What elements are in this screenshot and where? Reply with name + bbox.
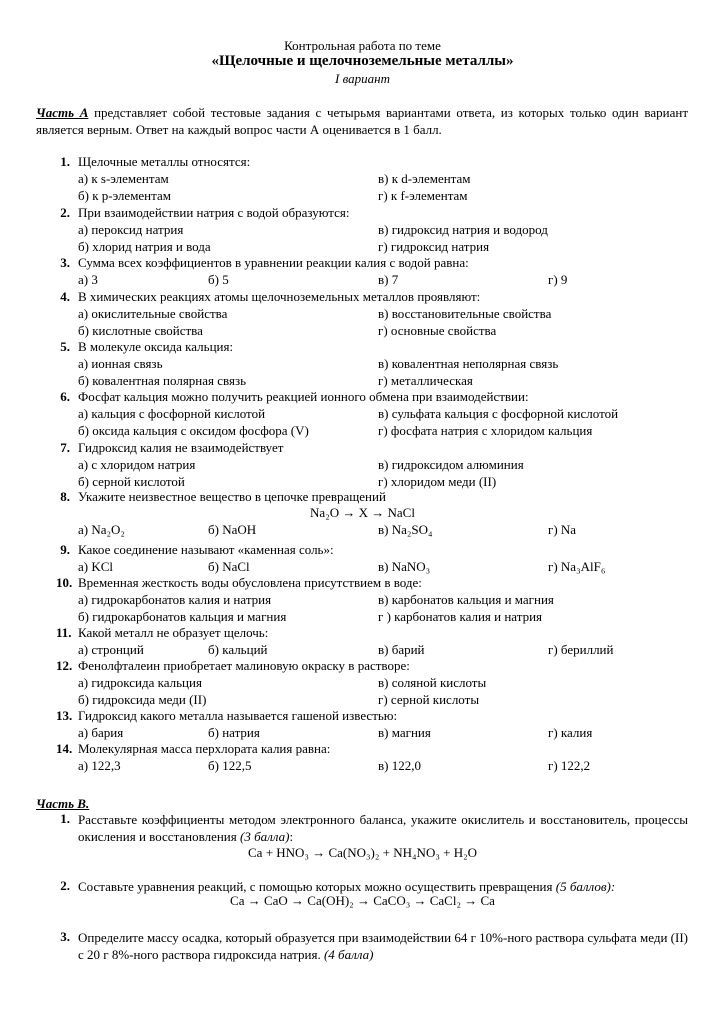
- answer-option: а) ионная связь: [78, 356, 163, 371]
- question-number: 12.: [56, 658, 73, 673]
- task-body: Определите массу осадка, который образуется при взаимодействии 64 г 10%-ного раствора сульфата меди (II) с 20 г 8%-ного раствора гидроксида натрия.: [78, 930, 688, 962]
- task-points: (4 балла): [323, 947, 374, 962]
- answer-option: г) основные свойства: [378, 323, 497, 338]
- answer-option: г) 122,2: [548, 758, 591, 773]
- task-number: 3.: [60, 929, 70, 944]
- task-body: Составьте уравнения реакций, с помощью которых можно осуществить превращения: [78, 879, 556, 894]
- question-text: Гидроксид какого металла называется гашеной известью:: [78, 708, 398, 723]
- question-text: Фосфат кальция можно получить реакцией ионного обмена при взаимодействии:: [78, 389, 529, 404]
- part-a-text: представляет собой тестовые задания с четырьмя вариантами ответа, из которых только один вариант является верным. Ответ на каждый вопрос части А оценивается в 1 балл.: [36, 105, 689, 137]
- answer-option: а) 3: [78, 272, 98, 287]
- question-text: Гидроксид калия не взаимодействует: [78, 440, 284, 455]
- answer-option: в) барий: [378, 642, 425, 657]
- answer-option: б) гидроксида меди (II): [78, 692, 207, 707]
- answer-option: а) кальция с фосфорной кислотой: [78, 406, 266, 421]
- answer-option: в) ковалентная неполярная связь: [378, 356, 559, 371]
- answer-option: а) KCl: [78, 559, 114, 574]
- answer-option: г ) карбонатов калия и натрия: [378, 609, 543, 624]
- answer-option: в) сульфата кальция с фосфорной кислотой: [378, 406, 619, 421]
- question-number: 7.: [60, 440, 70, 455]
- answer-option: в) гидроксидом алюминия: [378, 457, 524, 472]
- question-number: 10.: [56, 575, 73, 590]
- part-a-label: Часть А: [36, 105, 89, 120]
- question-number: 3.: [60, 255, 70, 270]
- question-number: 9.: [60, 542, 70, 557]
- answer-option: в) гидроксид натрия и водород: [378, 222, 548, 237]
- worksheet-subtitle: Контрольная работа по теме: [284, 38, 441, 53]
- answer-option: а) бария: [78, 725, 124, 740]
- answer-option: б) 122,5: [208, 758, 252, 773]
- task-points: (5 баллов):: [555, 879, 616, 894]
- answer-option: а) с хлоридом натрия: [78, 457, 196, 472]
- answer-option: б) натрия: [208, 725, 260, 740]
- answer-option: в) восстановительные свойства: [378, 306, 552, 321]
- task-formula: Ca + HNO₃ → Ca(NO₃)₂ + NH₄NO₃ + H₂O: [248, 845, 477, 860]
- task-number: 1.: [60, 811, 70, 826]
- answer-option: а) окислительные свойства: [78, 306, 228, 321]
- answer-option: а) 122,3: [78, 758, 121, 773]
- part-b-label: Часть В.: [36, 796, 90, 811]
- answer-option: в) 122,0: [378, 758, 421, 773]
- question-number: 13.: [56, 708, 73, 723]
- question-text: Молекулярная масса перхлората калия равна:: [78, 741, 331, 756]
- answer-option: г) фосфата натрия с хлоридом кальция: [378, 423, 593, 438]
- answer-option: в) карбонатов кальция и магния: [378, 592, 554, 607]
- answer-option: б) гидрокарбонатов кальция и магния: [78, 609, 287, 624]
- answer-option: г) Na₃AlF₆: [548, 559, 606, 574]
- question-number: 5.: [60, 339, 70, 354]
- question-number: 4.: [60, 289, 70, 304]
- answer-option: б) кислотные свойства: [78, 323, 203, 338]
- answer-option: б) кальций: [208, 642, 268, 657]
- answer-option: г) гидроксид натрия: [378, 239, 490, 254]
- answer-option: а) пероксид натрия: [78, 222, 184, 237]
- question-text: Какой металл не образует щелочь:: [78, 625, 269, 640]
- answer-option: г) калия: [548, 725, 593, 740]
- answer-option: в) 7: [378, 272, 399, 287]
- answer-option: а) стронций: [78, 642, 144, 657]
- question-number: 11.: [56, 625, 72, 640]
- answer-option: в) соляной кислоты: [378, 675, 487, 690]
- answer-option: б) 5: [208, 272, 229, 287]
- answer-option: в) NaNO₃: [378, 559, 431, 574]
- reaction-chain: Na₂O → X → NaCl: [310, 505, 415, 520]
- answer-option: г) к f-элементам: [378, 188, 468, 203]
- task-formula: Ca → CaO → Ca(OH)₂ → CaCO₃ → CaCl₂ → Ca: [230, 893, 495, 908]
- answer-option: б) серной кислотой: [78, 474, 185, 489]
- answer-option: б) к p-элементам: [78, 188, 171, 203]
- part-a-intro: [36, 104, 688, 138]
- question-number: 2.: [60, 205, 70, 220]
- question-number: 8.: [60, 489, 70, 504]
- worksheet-title: «Щелочные и щелочноземельные металлы»: [211, 53, 514, 69]
- question-text: В химических реакциях атомы щелочноземельных металлов проявляют:: [78, 289, 481, 304]
- answer-option: б) оксида кальция с оксидом фосфора (V): [78, 423, 309, 438]
- question-text: Щелочные металлы относятся:: [78, 154, 251, 169]
- answer-option: г) серной кислоты: [378, 692, 480, 707]
- answer-option: г) металлическая: [378, 373, 473, 388]
- task-suffix: :: [289, 829, 294, 844]
- answer-option: а) Na₂O₂: [78, 522, 125, 537]
- answer-option: б) NaOH: [208, 522, 257, 537]
- answer-option: в) магния: [378, 725, 431, 740]
- answer-option: а) гидрокарбонатов калия и натрия: [78, 592, 272, 607]
- question-text: Сумма всех коэффициентов в уравнении реакции калия с водой равна:: [78, 255, 469, 270]
- question-number: 6.: [60, 389, 70, 404]
- question-number: 14.: [56, 741, 73, 756]
- answer-option: г) Na: [548, 522, 577, 537]
- question-text: В молекуле оксида кальция:: [78, 339, 234, 354]
- answer-option: б) NaCl: [208, 559, 250, 574]
- question-text: Фенолфталеин приобретает малиновую окраску в растворе:: [78, 658, 410, 673]
- task-body: Расставьте коэффициенты методом электронного баланса, укажите окислитель и восстановитель, процессы окисления и восстановления: [78, 812, 688, 844]
- question-text: Временная жесткость воды обусловлена присутствием в воде:: [78, 575, 422, 590]
- variant-label: I вариант: [335, 71, 390, 86]
- answer-option: б) хлорид натрия и вода: [78, 239, 211, 254]
- answer-option: г) хлоридом меди (II): [378, 474, 497, 489]
- question-text: Укажите неизвестное вещество в цепочке превращений: [78, 489, 386, 504]
- question-number: 1.: [60, 154, 70, 169]
- task-number: 2.: [60, 878, 70, 893]
- answer-option: г) бериллий: [548, 642, 614, 657]
- answer-option: а) гидроксида кальция: [78, 675, 202, 690]
- answer-option: в) Na₂SO₄: [378, 522, 433, 537]
- task-text: [78, 811, 688, 845]
- answer-option: г) 9: [548, 272, 568, 287]
- answer-option: б) ковалентная полярная связь: [78, 373, 247, 388]
- answer-option: а) к s-элементам: [78, 171, 169, 186]
- task-points: (3 балла): [240, 829, 290, 844]
- question-text: Какое соединение называют «каменная соль»:: [78, 542, 334, 557]
- answer-option: в) к d-элементам: [378, 171, 471, 186]
- task-text: [78, 929, 688, 963]
- question-text: При взаимодействии натрия с водой образуются:: [78, 205, 350, 220]
